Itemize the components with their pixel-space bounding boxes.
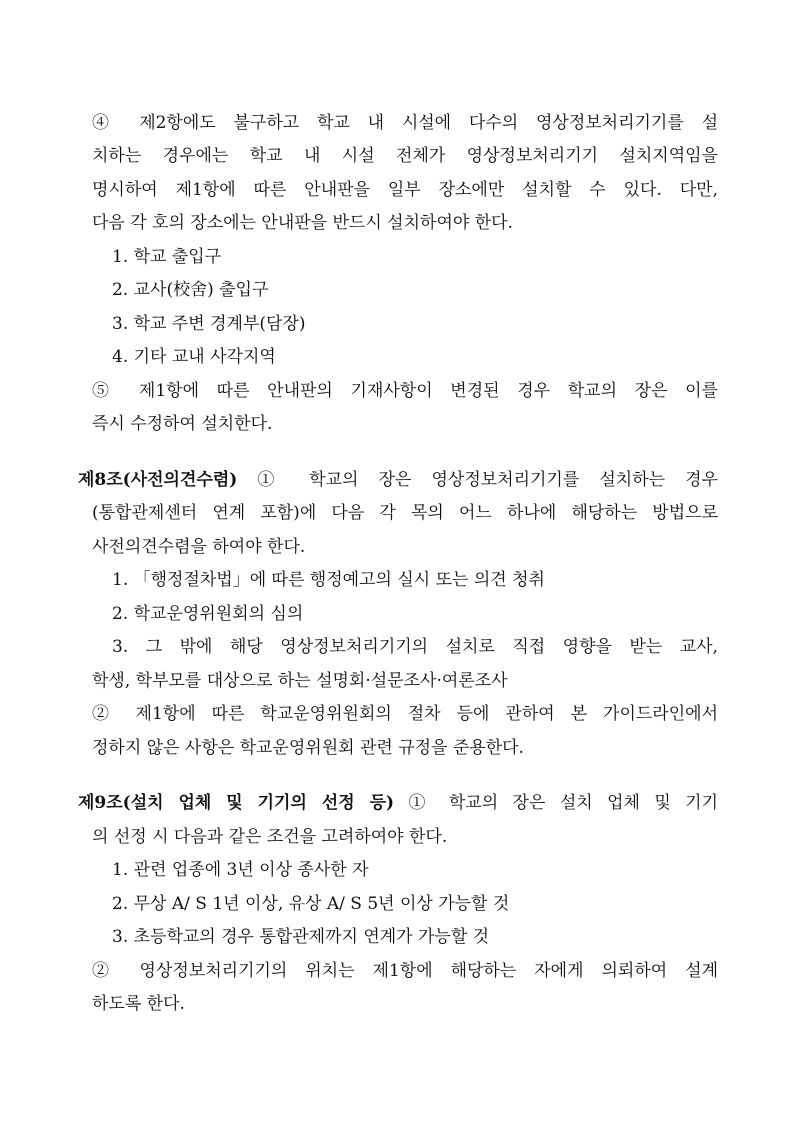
paragraph-line: 다음 각 호의 장소에는 안내판을 반드시 설치하여야 한다. (92, 213, 513, 233)
paragraph-line: ④ 제2항에도 불구하고 학교 내 시설에 다수의 영상정보처리기기를 설 (92, 113, 718, 133)
paragraph-line: 정하지 않은 사항은 학교운영위원회 관련 규정을 준용한다. (92, 738, 524, 758)
list-item: 1. 관련 업종에 3년 이상 종사한 자 (112, 860, 369, 880)
paragraph-line: ② 제1항에 따른 학교운영위원회의 절차 등에 관하여 본 가이드라인에서 (92, 704, 718, 724)
article-8-first-line (78, 468, 718, 492)
list-item: 3. 초등학교의 경우 통합관제까지 연계가 가능할 것 (112, 927, 490, 947)
article-9-first-line (78, 791, 718, 815)
list-item: 2. 무상 A/ S 1년 이상, 유상 A/ S 5년 이상 가능할 것 (112, 894, 510, 914)
list-item: 1. 학교 출입구 (112, 247, 222, 267)
paragraph-line: ② 영상정보처리기기의 위치는 제1항에 해당하는 자에게 의뢰하여 설계 (92, 961, 718, 981)
paragraph-line: ⑤ 제1항에 따른 안내판의 기재사항이 변경된 경우 학교의 장은 이를 (92, 381, 718, 401)
list-item: 1. 「행정절차법」에 따른 행정예고의 실시 또는 의견 청취 (112, 570, 545, 590)
list-item: 2. 교사(校舍) 출입구 (112, 280, 269, 300)
list-item: 3. 학교 주변 경계부(담장) (112, 314, 306, 334)
paragraph-line: 하도록 한다. (92, 994, 185, 1014)
article-title: 제8조(사전의견수렴) (78, 470, 238, 490)
list-item: 2. 학교운영위원회의 심의 (112, 604, 304, 624)
paragraph-text: ① 학교의 장은 설치 업체 및 기기 (394, 793, 719, 813)
paragraph-line: 의 선정 시 다음과 같은 조건을 고려하여야 한다. (92, 827, 448, 847)
list-item: 4. 기타 교내 사각지역 (112, 347, 276, 367)
list-item-continuation: 학생, 학부모를 대상으로 하는 설명회·설문조사·여론조사 (92, 671, 508, 691)
article-title: 제9조(설치 업체 및 기기의 선정 등) (78, 793, 395, 813)
paragraph-line: 사전의견수렴을 하여야 한다. (92, 537, 306, 557)
paragraph-line: 명시하여 제1항에 따른 안내판을 일부 장소에만 설치할 수 있다. 다만, (92, 180, 718, 200)
paragraph-line: 즉시 수정하여 설치한다. (92, 414, 273, 434)
paragraph-line: 치하는 경우에는 학교 내 시설 전체가 영상정보처리기기 설치지역임을 (92, 146, 718, 166)
paragraph-text: ① 학교의 장은 영상정보처리기기를 설치하는 경우 (237, 470, 718, 490)
paragraph-line: (통합관제센터 연계 포함)에 다음 각 목의 어느 하나에 해당하는 방법으로 (92, 503, 718, 523)
list-item: 3. 그 밖에 해당 영상정보처리기기의 설치로 직접 영향을 받는 교사, (112, 637, 718, 657)
